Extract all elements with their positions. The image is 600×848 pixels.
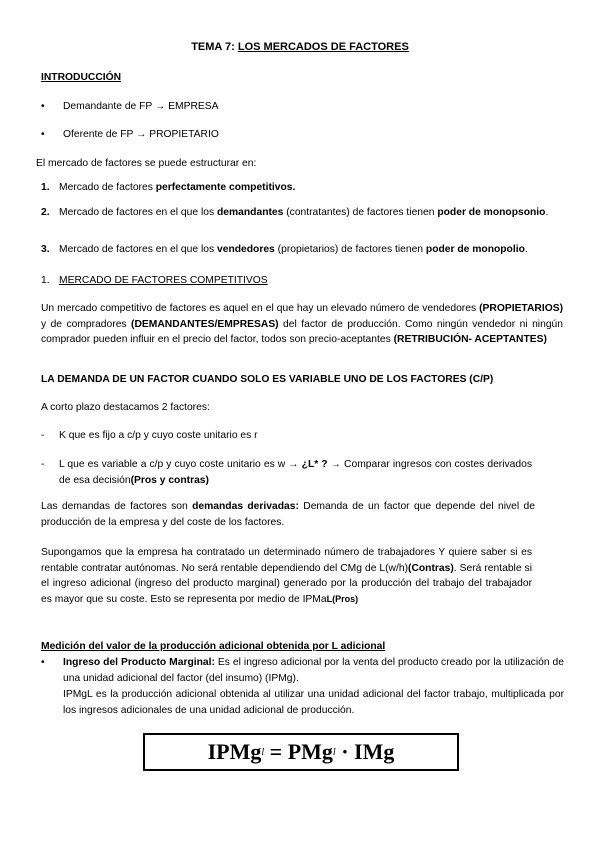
paragraph-competitive-market: Un mercado competitivo de factores es aquel en el que hay un elevado número de vendedores (PROPIETARIOS) y de compradores (DEMANDANTES/EMPRESAS) del factor de producción. Como ningún vendedor ni ningún comprador pueden influir en el precio del factor, todos son precio-aceptantes (RETRIBUCIÓN- ACEPTANTES) <box>41 303 563 345</box>
dash-item: - L que es variable a c/p y cuyo coste unitario es w → ¿L* ? → Comparar ingresos con costes derivados de esa decisión(Pros y contras) <box>41 459 532 486</box>
intro-lead: El mercado de factores se puede estructurar en: <box>36 158 257 169</box>
ipm-definition: • Ingreso del Producto Marginal: Es el ingreso adicional por la venta del producto creado por la utilización de una unidad adicional del factor (del insumo) (IPMg). <box>41 657 564 684</box>
measure-heading: Medición del valor de la producción adicional obtenida por L adicional <box>41 641 386 652</box>
title-underlined: LOS MERCADOS DE FACTORES <box>237 41 409 53</box>
bullet-icon: • <box>41 129 45 140</box>
dash-item: - K que es fijo a c/p y cuyo coste unitario es r <box>41 430 258 441</box>
intro-bullet: • Demandante de FP → EMPRESA <box>41 101 219 112</box>
short-run-text: A corto plazo destacamos 2 factores: <box>41 402 210 413</box>
intro-heading: INTRODUCCIÓN <box>41 72 122 83</box>
structure-item: 2. Mercado de factores en el que los demandantes (contratantes) de factores tienen poder de monopsonio. <box>41 207 549 218</box>
bullet-icon: • <box>41 101 45 112</box>
dash-icon: - <box>41 430 45 441</box>
ipm-explanation: IPMgL es la producción adicional obtenida al utilizar una unidad adicional del factor trabajo, multiplicada por los ingresos adicionales de una unidad adicional de producción. <box>63 689 564 716</box>
paragraph-derived-demand: Las demandas de factores son demandas derivadas: Demanda de un factor que depende del nivel de producción de la empresa y del coste de los factores. <box>41 501 535 528</box>
intro-bullet: • Oferente de FP → PROPIETARIO <box>41 129 219 140</box>
section1-heading: 1. MERCADO DE FACTORES COMPETITIVOS <box>41 275 268 286</box>
structure-item: 1. Mercado de factores perfectamente competitivos. <box>41 182 296 193</box>
document-title: TEMA 7: LOS MERCADOS DE FACTORES <box>191 41 409 53</box>
bullet-icon: • <box>41 657 45 668</box>
dash-icon: - <box>41 459 45 470</box>
formula-box: IPMg l = PMg l · IMg <box>143 733 459 771</box>
section1-subheading: LA DEMANDA DE UN FACTOR CUANDO SOLO ES VARIABLE UNO DE LOS FACTORES (C/P) <box>41 374 494 385</box>
paragraph-suppose: Supongamos que la empresa ha contratado un determinado número de trabajadores Y quiere saber si es rentable contratar autónomas. No será rentable dependiendo del CMg de L(w/h)(Contras). Será rentable si el ingreso adicional (ingreso del producto marginal) generado por la producción del trabajo del trabajador es mayor que su coste. Esto se representa por medio de IPMaL(Pros) <box>41 547 532 605</box>
structure-item: 3. Mercado de factores en el que los vendedores (propietarios) de factores tienen poder de monopolio. <box>41 244 528 255</box>
